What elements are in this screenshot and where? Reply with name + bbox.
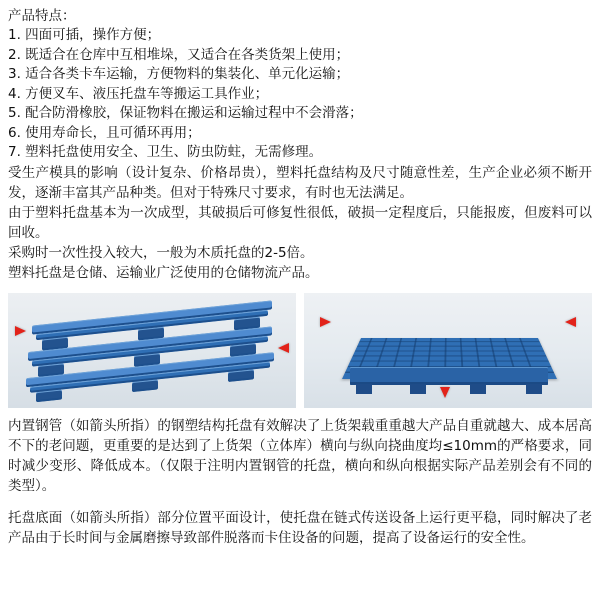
caption-steel-tube: 内置钢管（如箭头所指）的钢塑结构托盘有效解决了上货架载重重越大产品自重就越大、成本居高不下的老问题，更重要的是达到了上货架（立体库）横向与纵向挠曲度均≤10mm的严格要求，同时减少变形、降低成本。（仅限于注明内置钢管的托盘，横向和纵向根据实际产品差别会有不同的类型）。	[8, 417, 592, 494]
feature-item: 1. 四面可插，操作方便；	[8, 27, 161, 43]
body-paragraph-mold: 受生产模具的影响（设计复杂、价格昂贵），塑料托盘结构及尺寸随意性差，生产企业必须不断开发，逐渐丰富其产品种类。但对于特殊尺寸要求，有时也无法满足。	[8, 164, 592, 201]
pointer-arrow-icon	[565, 317, 576, 327]
pallet-foot	[36, 389, 62, 402]
spacer	[8, 496, 592, 508]
pointer-arrow-icon	[320, 317, 331, 327]
feature-item: 7. 塑料托盘使用安全、卫生、防虫防蛀，无需修理。	[8, 144, 323, 160]
caption-flat-bottom: 托盘底面（如箭头所指）部分位置平面设计，使托盘在链式传送设备上运行更平稳，同时解决了老产品由于长时间与金属磨擦导致部件脱落而卡住设备的问题，提高了设备运行的安全性。	[8, 509, 592, 546]
plastic-pallet-grid-view	[304, 293, 592, 408]
pallet-front-rail	[350, 367, 548, 385]
pallet-foot	[356, 384, 372, 394]
page-heading: 产品特点：	[8, 8, 76, 24]
pointer-arrow-icon	[15, 326, 26, 336]
body-paragraph-usage: 塑料托盘是仓储、运输业广泛使用的仓储物流产品。	[8, 264, 319, 281]
pallet-foot	[410, 384, 426, 394]
feature-item: 4. 方便叉车、液压托盘车等搬运工具作业；	[8, 85, 269, 102]
feature-list	[8, 26, 592, 163]
product-image-row	[8, 293, 592, 408]
body-paragraph-cost: 采购时一次性投入较大，一般为木质托盘的2-5倍。	[8, 244, 314, 261]
feature-item: 5. 配合防滑橡胶，保证物料在搬运和运输过程中不会滑落；	[8, 105, 363, 121]
body-paragraph-repair: 由于塑料托盘基本为一次成型，其破损后可修复性很低，破损一定程度后，只能报废，但废料可以回收。	[8, 204, 592, 241]
feature-item: 2. 既适合在仓库中互相堆垛，又适合在各类货架上使用；	[8, 46, 350, 63]
feature-item: 6. 使用寿命长，且可循环再用；	[8, 124, 201, 141]
pallet-foot	[526, 384, 542, 394]
pallet-foot	[470, 384, 486, 394]
pointer-arrow-icon	[278, 343, 289, 353]
pallet-foot	[132, 379, 158, 392]
pallet-foot	[228, 369, 254, 382]
feature-item: 3. 适合各类卡车运输，方便物料的集装化、单元化运输；	[8, 66, 350, 82]
plastic-pallet-side-view	[8, 293, 296, 408]
pointer-arrow-icon	[440, 387, 450, 398]
